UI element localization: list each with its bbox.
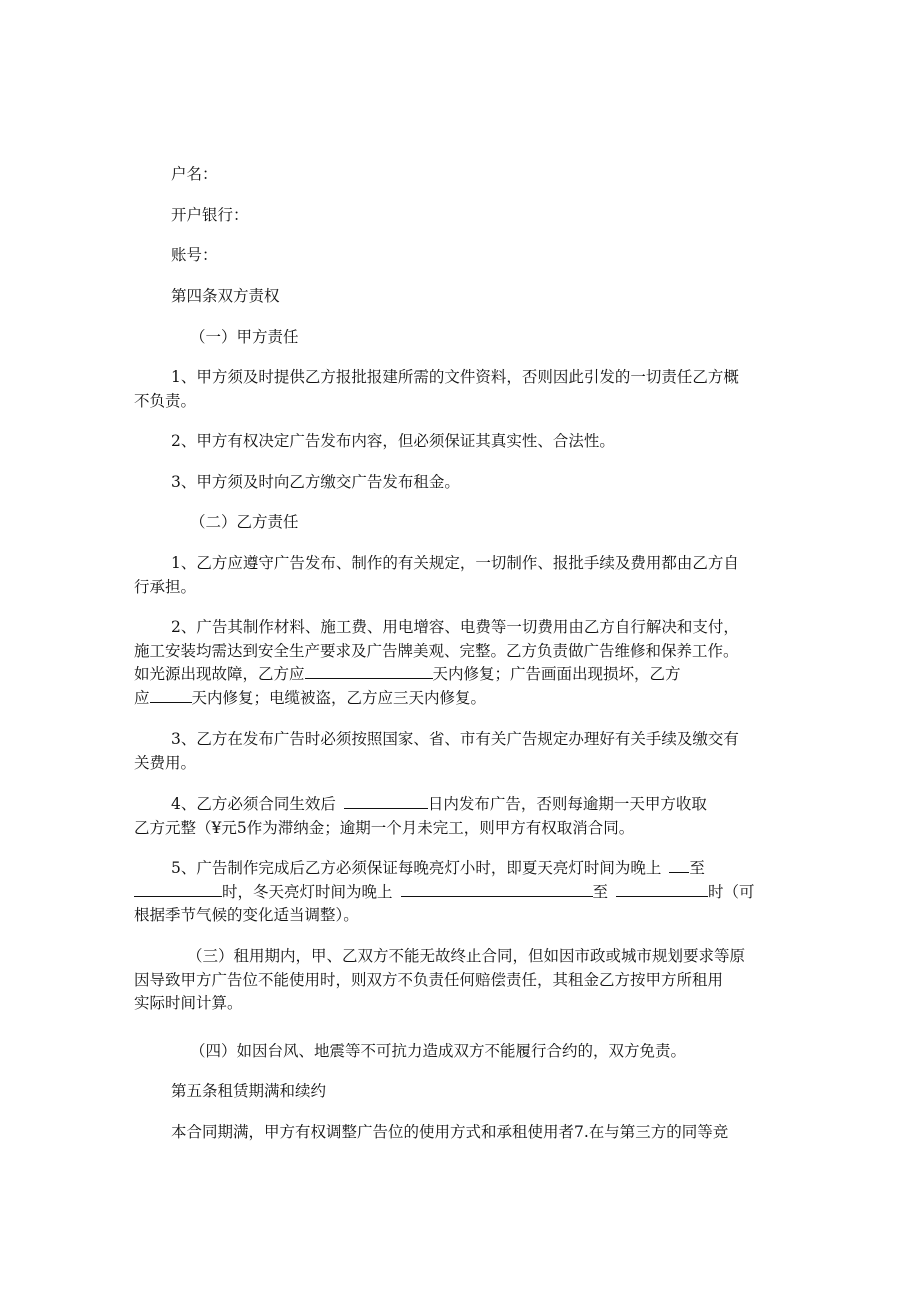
clause-line: 根据季节气候的变化适当调整）。 bbox=[134, 906, 359, 924]
party-b-clause-1 bbox=[134, 552, 794, 599]
party-b-clause-3 bbox=[134, 728, 794, 775]
party-a-clause-3: 3、甲方须及时向乙方缴交广告发布租金。 bbox=[171, 473, 460, 491]
blank-field bbox=[344, 793, 428, 809]
clause-line: 应 天内修复；电缆被盗，乙方应三天内修复。 bbox=[134, 688, 487, 707]
clause-line: 5、广告制作完成后乙方必须保证每晚亮灯小时，即夏天亮灯时间为晚上 至 bbox=[171, 859, 705, 877]
clause-line: 4、乙方必须合同生效后 日内发布广告，否则每逾期一天甲方收取 bbox=[171, 795, 707, 813]
clause-line: 不负责。 bbox=[134, 391, 197, 410]
bank-label: 开户银行： bbox=[171, 206, 249, 224]
clause-line: 乙方元整（¥元5作为滞纳金；逾期一个月未完工，则甲方有权取消合同。 bbox=[134, 818, 635, 837]
party-b-heading: （二）乙方责任 bbox=[190, 513, 299, 531]
article-five-text: 本合同期满，甲方有权调整广告位的使用方式和承租使用者7.在与第三方的同等竞 bbox=[171, 1123, 729, 1141]
clause-line: 如光源出现故障，乙方应 天内修复；广告画面出现损坏，乙方 bbox=[134, 665, 681, 683]
clause-line: （三）租用期内，甲、乙双方不能无故终止合同，但如因市政或城市规划要求等原 bbox=[187, 947, 746, 965]
blank-field bbox=[669, 857, 689, 873]
article-four-heading: 第四条双方责权 bbox=[171, 287, 280, 305]
clause-line: 1、甲方须及时提供乙方报批报建所需的文件资料，否则因此引发的一切责任乙方概 bbox=[171, 368, 739, 386]
blank-field bbox=[616, 881, 708, 897]
clause-line: 实际时间计算。 bbox=[134, 994, 243, 1012]
party-b-clause-4 bbox=[134, 793, 794, 840]
clause-line: 1、乙方应遵守广告发布、制作的有关规定，一切制作、报批手续及费用都由乙方自 bbox=[171, 554, 739, 572]
account-name-label: 户名： bbox=[171, 165, 218, 183]
clause-line: 关费用。 bbox=[134, 753, 197, 772]
article-five-heading: 第五条租赁期满和续约 bbox=[171, 1082, 327, 1100]
clause-line: 施工安装均需达到安全生产要求及广告牌美观、完整。乙方负责做广告维修和保养工作。 bbox=[134, 641, 739, 660]
clause-line: 2、广告其制作材料、施工费、用电增容、电费等一切费用由乙方自行解决和支付， bbox=[171, 618, 739, 636]
clause-line: 时，冬天亮灯时间为晚上 至 时（可 bbox=[134, 881, 794, 905]
blank-field bbox=[305, 663, 433, 679]
blank-field bbox=[150, 687, 192, 703]
party-a-heading: （一）甲方责任 bbox=[190, 328, 299, 346]
account-number-label: 账号： bbox=[171, 246, 218, 264]
clause-line: 行承担。 bbox=[134, 577, 197, 596]
clause-four: （四）如因台风、地震等不可抗力造成双方不能履行合约的，双方免责。 bbox=[190, 1042, 687, 1060]
clause-line: 3、乙方在发布广告时必须按照国家、省、市有关广告规定办理好有关手续及缴交有 bbox=[171, 730, 739, 748]
blank-field bbox=[134, 881, 222, 897]
clause-line: 因导致甲方广告位不能使用时，则双方不负责任何赔偿责任，其租金乙方按甲方所租用 bbox=[134, 970, 724, 989]
party-b-clause-5 bbox=[134, 857, 794, 928]
clause-three bbox=[134, 945, 794, 1016]
blank-field bbox=[401, 881, 593, 897]
party-a-clause-1 bbox=[134, 366, 794, 413]
party-b-clause-2 bbox=[134, 616, 794, 710]
party-a-clause-2: 2、甲方有权决定广告发布内容，但必须保证其真实性、合法性。 bbox=[171, 432, 615, 450]
